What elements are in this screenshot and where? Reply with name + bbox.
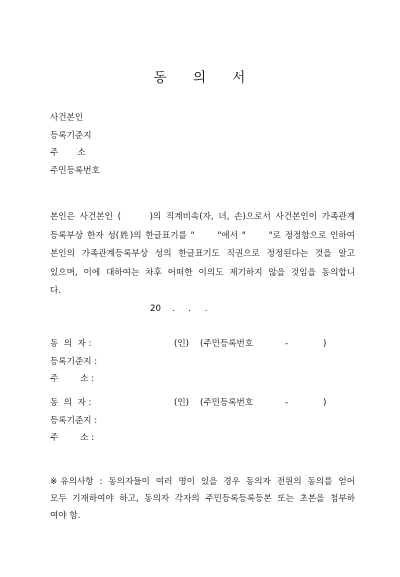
resident-number-label: (주민등록번호 [200,398,254,408]
resident-number-close: ) [323,398,327,408]
statement-line: 본인은 사건본인 ( )의 직계비속(자, 녀, 손)으로서 사건본인이 가족관계 [50,212,355,222]
consenter-base-row [50,413,98,431]
notice-line: 모두 기재하여야 하고, 동의자 각자의 주민등록등록등본 또는 초본을 첨부하 [50,494,355,504]
consenter-address-label: 주 소 : [50,433,95,443]
resident-number-dash: - [285,398,289,408]
statement-line: 있으며, 이에 대하여는 차후 어떠한 이의도 제기하지 않을 것임을 동의합니 [50,267,355,278]
notice-section [50,474,355,525]
consenter-name-row [50,336,327,354]
consenter-block-1 [50,336,327,389]
consenter-registration-base-label: 등록기준지 : [50,415,98,426]
resident-number-dash: - [285,339,289,349]
consenter-block-2 [50,395,327,448]
consenter-address-row [50,371,95,389]
resident-number-close: ) [323,339,327,349]
statement-line: 등록부상 한자 성(姓)의 한글표기를 " "에서 " "로 정정함으로 인하여 [50,230,355,241]
applicant-address-label: 주 소 [50,148,86,158]
notice-line: ※유의사항 : 동의자들이 여러 명이 있을 경우 동의자 전원의 동의를 얻어 [50,477,355,487]
statement-line: 다. [50,286,62,297]
applicant-label: 사건본인 [50,113,84,123]
resident-number-label: (주민등록번호 [200,339,254,349]
statement-line: 본인의 가족관계등록부상 성의 한글표기도 직권으로 정정된다는 것을 알고 [50,249,355,260]
consenter-registration-base-label: 등록기준지 : [50,356,98,367]
consenter-name-label: 동 의 자 : [50,398,92,408]
notice-line: 여야 함. [50,511,81,521]
consenter-address-label: 주 소 : [50,374,95,384]
consenter-name-row [50,395,327,413]
seal-mark: (인) [174,398,190,408]
consent-statement [50,208,355,301]
document-title: 동 의 서 [153,70,257,86]
date-line: 20 . . . [150,304,208,314]
applicant-registration-base-label: 등록기준지 [50,130,92,141]
consenter-name-label: 동 의 자 : [50,339,92,349]
applicant-resident-number-label: 주민등록번호 [50,165,100,176]
consenter-base-row [50,354,98,372]
seal-mark: (인) [174,339,190,349]
consenter-address-row [50,430,95,448]
applicant-info-section [50,110,100,180]
